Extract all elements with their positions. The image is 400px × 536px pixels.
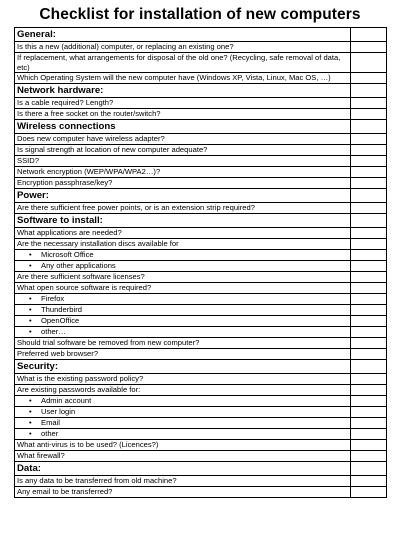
checklist-item — [15, 42, 351, 53]
checklist-item-text: What open source software is required? — [17, 283, 152, 293]
checklist-item-row — [15, 42, 387, 53]
checklist-item — [15, 440, 351, 451]
checklist-item-text: Are there sufficient free power points, or is an extension strip required? — [17, 203, 255, 213]
check-cell[interactable] — [351, 261, 387, 272]
checklist-subitem — [15, 418, 351, 429]
checklist-item — [15, 156, 351, 167]
checklist-item-text: Should trial software be removed from new computer? — [17, 338, 200, 348]
checklist-subitem-row — [15, 294, 387, 305]
checklist-item-row — [15, 134, 387, 145]
checklist-subitem-row — [15, 250, 387, 261]
checklist-item — [15, 338, 351, 349]
section-heading-row — [15, 120, 387, 134]
bullet-icon: • — [29, 396, 32, 406]
checklist-item — [15, 385, 351, 396]
bullet-icon: • — [29, 418, 32, 428]
checklist-item-text: What firewall? — [17, 451, 65, 461]
checklist-item-row — [15, 440, 387, 451]
check-cell[interactable] — [351, 98, 387, 109]
checklist-subitem — [15, 429, 351, 440]
section-heading-row — [15, 28, 387, 42]
checklist-item — [15, 53, 351, 73]
checklist-subitem-row — [15, 327, 387, 338]
check-cell[interactable] — [351, 396, 387, 407]
checklist-item-text: Thunderbird — [41, 305, 82, 315]
checklist-subitem-row — [15, 396, 387, 407]
checklist-item-row — [15, 374, 387, 385]
checklist-item-text: SSID? — [17, 156, 39, 166]
checklist-item-row — [15, 338, 387, 349]
checklist-subitem — [15, 305, 351, 316]
section-heading: Power: — [15, 189, 351, 203]
bullet-icon: • — [29, 261, 32, 271]
section-heading-row — [15, 214, 387, 228]
check-cell[interactable] — [351, 440, 387, 451]
checklist-page — [14, 6, 386, 498]
bullet-icon: • — [29, 429, 32, 439]
bullet-icon: • — [29, 407, 32, 417]
check-cell[interactable] — [351, 250, 387, 261]
check-cell[interactable] — [351, 73, 387, 84]
checklist-item — [15, 476, 351, 487]
section-heading: Network hardware: — [15, 84, 351, 98]
checklist-item-text: Firefox — [41, 294, 65, 304]
bullet-icon: • — [29, 250, 32, 260]
check-cell[interactable] — [351, 178, 387, 189]
check-cell[interactable] — [351, 228, 387, 239]
checklist-subitem — [15, 327, 351, 338]
checklist-item-row — [15, 53, 387, 73]
checklist-item-row — [15, 283, 387, 294]
checklist-item-row — [15, 156, 387, 167]
checklist-item — [15, 98, 351, 109]
check-cell[interactable] — [351, 239, 387, 250]
checklist-item-row — [15, 349, 387, 360]
checklist-item-row — [15, 109, 387, 120]
checklist-subitem — [15, 250, 351, 261]
check-cell[interactable] — [351, 109, 387, 120]
checklist-item-row — [15, 239, 387, 250]
checklist-item-text: Is there a free socket on the router/switch? — [17, 109, 161, 119]
checklist-item-text: Any email to be transferred? — [17, 487, 113, 497]
check-cell[interactable] — [351, 360, 387, 374]
checklist-item-text: Encryption passphrase/key? — [17, 178, 113, 188]
check-cell[interactable] — [351, 120, 387, 134]
checklist-item — [15, 349, 351, 360]
checklist-item-row — [15, 178, 387, 189]
section-heading: Software to install: — [15, 214, 351, 228]
checklist-item-text: Is this a new (additional) computer, or replacing an existing one? — [17, 42, 234, 52]
checklist-item-text: Email — [41, 418, 60, 428]
bullet-icon: • — [29, 294, 32, 304]
check-cell[interactable] — [351, 167, 387, 178]
page-title: Checklist for installation of new computers — [39, 6, 361, 23]
check-cell[interactable] — [351, 385, 387, 396]
checklist-item-text: User login — [41, 407, 76, 417]
checklist-subitem — [15, 396, 351, 407]
checklist-item-text: What applications are needed? — [17, 228, 122, 238]
checklist-item-text: What anti-virus is to be used? (Licences?) — [17, 440, 159, 450]
checklist-item-text: Which Operating System will the new computer have (Windows XP, Vista, Linux, Mac OS, …) — [17, 73, 331, 83]
check-cell[interactable] — [351, 134, 387, 145]
check-cell[interactable] — [351, 145, 387, 156]
checklist-item-row — [15, 272, 387, 283]
checklist-subitem-row — [15, 261, 387, 272]
check-cell[interactable] — [351, 84, 387, 98]
check-cell[interactable] — [351, 407, 387, 418]
check-cell[interactable] — [351, 272, 387, 283]
bullet-icon: • — [29, 305, 32, 315]
check-cell[interactable] — [351, 462, 387, 476]
checklist-item-text: Is any data to be transferred from old machine? — [17, 476, 177, 486]
checklist-item-text: Is a cable required? Length? — [17, 98, 114, 108]
checklist-item-text: Does new computer have wireless adapter? — [17, 134, 165, 144]
checklist-item-text: OpenOffice — [41, 316, 80, 326]
check-cell[interactable] — [351, 305, 387, 316]
check-cell[interactable] — [351, 283, 387, 294]
checklist-subitem-row — [15, 316, 387, 327]
checklist-subitem-row — [15, 418, 387, 429]
checklist-item-row — [15, 228, 387, 239]
check-cell[interactable] — [351, 429, 387, 440]
check-cell[interactable] — [351, 374, 387, 385]
checklist-item-row — [15, 98, 387, 109]
checklist-item-text: Admin account — [41, 396, 92, 406]
checklist-item — [15, 374, 351, 385]
checklist-subitem — [15, 316, 351, 327]
checklist-item-text: other — [41, 429, 59, 439]
check-cell[interactable] — [351, 203, 387, 214]
checklist-item-text: Are there sufficient software licenses? — [17, 272, 145, 282]
section-heading: Wireless connections — [15, 120, 351, 134]
checklist-subitem — [15, 261, 351, 272]
section-heading-row — [15, 360, 387, 374]
checklist-subitem-row — [15, 429, 387, 440]
checklist-item-row — [15, 451, 387, 462]
checklist-subitem — [15, 294, 351, 305]
section-heading-row — [15, 84, 387, 98]
checklist-subitem-row — [15, 407, 387, 418]
section-heading: Security: — [15, 360, 351, 374]
checklist-item — [15, 134, 351, 145]
checklist-item — [15, 272, 351, 283]
bullet-icon: • — [29, 316, 32, 326]
checklist-item-row — [15, 385, 387, 396]
check-cell[interactable] — [351, 418, 387, 429]
checklist-item-text: Any other applications — [41, 261, 116, 271]
section-heading-row — [15, 462, 387, 476]
section-heading: Data: — [15, 462, 351, 476]
checklist-item — [15, 167, 351, 178]
check-cell[interactable] — [351, 487, 387, 498]
checklist-item-text: Microsoft Office — [41, 250, 94, 260]
checklist-item — [15, 283, 351, 294]
checklist-item — [15, 145, 351, 156]
check-cell[interactable] — [351, 476, 387, 487]
check-cell[interactable] — [351, 338, 387, 349]
checklist-item-row — [15, 476, 387, 487]
checklist-item-row — [15, 167, 387, 178]
check-cell[interactable] — [351, 156, 387, 167]
check-cell[interactable] — [351, 349, 387, 360]
check-cell[interactable] — [351, 316, 387, 327]
checklist-item-row — [15, 73, 387, 84]
checklist-item — [15, 73, 351, 84]
checklist-item — [15, 487, 351, 498]
section-heading: General: — [15, 28, 351, 42]
check-cell[interactable] — [351, 451, 387, 462]
check-cell[interactable] — [351, 189, 387, 203]
checklist-item-text: If replacement, what arrangements for disposal of the old one? (Recycling, safe removal of data, etc) — [17, 53, 341, 72]
check-cell[interactable] — [351, 294, 387, 305]
checklist-subitem — [15, 407, 351, 418]
check-cell[interactable] — [351, 53, 387, 73]
checklist-item — [15, 228, 351, 239]
checklist-table — [14, 27, 387, 498]
check-cell[interactable] — [351, 28, 387, 42]
section-heading-row — [15, 189, 387, 203]
checklist-item-text: Preferred web browser? — [17, 349, 99, 359]
check-cell[interactable] — [351, 214, 387, 228]
checklist-item-text: Is signal strength at location of new computer adequate? — [17, 145, 208, 155]
checklist-item — [15, 203, 351, 214]
checklist-item — [15, 178, 351, 189]
checklist-subitem-row — [15, 305, 387, 316]
checklist-item-row — [15, 487, 387, 498]
checklist-item — [15, 109, 351, 120]
checklist-item — [15, 451, 351, 462]
check-cell[interactable] — [351, 327, 387, 338]
checklist-item-text: Are existing passwords available for: — [17, 385, 141, 395]
bullet-icon: • — [29, 327, 32, 337]
checklist-item — [15, 239, 351, 250]
check-cell[interactable] — [351, 42, 387, 53]
checklist-item-text: other… — [41, 327, 66, 337]
checklist-item-row — [15, 203, 387, 214]
checklist-item-row — [15, 145, 387, 156]
checklist-item-text: Network encryption (WEP/WPA/WPA2…)? — [17, 167, 161, 177]
checklist-item-text: What is the existing password policy? — [17, 374, 144, 384]
checklist-item-text: Are the necessary installation discs available for — [17, 239, 179, 249]
